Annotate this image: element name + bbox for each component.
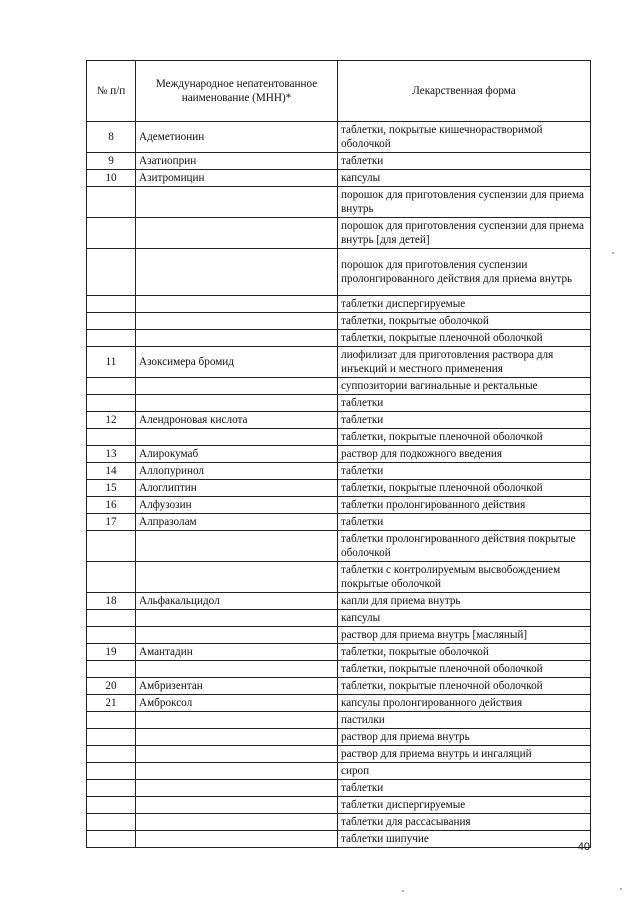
cell-inn-name: Альфакальцидол [136,593,338,610]
cell-number: 19 [87,644,136,661]
table-row [87,497,591,514]
table-row [87,429,591,446]
cell-inn-name [136,330,338,347]
cell-inn-name [136,746,338,763]
table-row [87,153,591,170]
cell-inn-name [136,562,338,593]
cell-dosage-form: порошок для приготовления суспензии пролонгированного действия для приема внутрь [338,249,591,296]
cell-dosage-form: капсулы пролонгированного действия [338,695,591,712]
cell-inn-name [136,187,338,218]
cell-number [87,627,136,644]
cell-number [87,296,136,313]
cell-number [87,831,136,848]
cell-number [87,218,136,249]
cell-number [87,378,136,395]
table-row [87,780,591,797]
cell-inn-name: Азоксимера бромид [136,347,338,378]
cell-dosage-form: таблетки, покрытые оболочкой [338,313,591,330]
cell-inn-name: Адеметионин [136,122,338,153]
cell-dosage-form: таблетки, покрытые пленочной оболочкой [338,480,591,497]
table-body [87,122,591,848]
cell-number [87,313,136,330]
table-row [87,122,591,153]
cell-number: 17 [87,514,136,531]
cell-inn-name [136,395,338,412]
cell-number: 18 [87,593,136,610]
table-row [87,593,591,610]
cell-inn-name [136,763,338,780]
cell-dosage-form: таблетки с контролируемым высвобождением покрытые оболочкой [338,562,591,593]
cell-inn-name: Амбризентан [136,678,338,695]
table-row [87,644,591,661]
cell-dosage-form: раствор для приема внутрь [масляный] [338,627,591,644]
cell-inn-name [136,218,338,249]
cell-inn-name: Азитромицин [136,170,338,187]
header-inn-name: Международное непатентованное наименование (МНН)* [136,61,338,122]
table-row [87,814,591,831]
table-row [87,531,591,562]
cell-dosage-form: таблетки [338,780,591,797]
table-row [87,347,591,378]
cell-inn-name [136,627,338,644]
scan-speck [402,890,404,892]
cell-inn-name: Амантадин [136,644,338,661]
cell-dosage-form: таблетки [338,153,591,170]
cell-number [87,531,136,562]
header-number: № п/п [87,61,136,122]
table-row [87,463,591,480]
cell-number [87,610,136,627]
table-row [87,678,591,695]
table-row [87,746,591,763]
table-row [87,831,591,848]
table-row [87,249,591,296]
table-row [87,480,591,497]
cell-inn-name: Алпразолам [136,514,338,531]
cell-inn-name [136,780,338,797]
table-row [87,378,591,395]
header-dosage-form: Лекарственная форма [338,61,591,122]
table-row [87,695,591,712]
scan-speck [612,252,614,254]
cell-inn-name [136,296,338,313]
table-row [87,514,591,531]
cell-inn-name [136,712,338,729]
cell-dosage-form: пастилки [338,712,591,729]
table-row [87,712,591,729]
cell-number [87,562,136,593]
cell-number: 11 [87,347,136,378]
cell-inn-name [136,249,338,296]
table-row [87,218,591,249]
cell-number: 20 [87,678,136,695]
cell-inn-name [136,429,338,446]
cell-dosage-form: таблетки для рассасывания [338,814,591,831]
cell-number [87,395,136,412]
cell-dosage-form: таблетки пролонгированного действия [338,497,591,514]
cell-dosage-form: таблетки, покрытые пленочной оболочкой [338,661,591,678]
cell-number: 8 [87,122,136,153]
table-row [87,395,591,412]
table-row [87,763,591,780]
cell-number [87,330,136,347]
cell-dosage-form: раствор для подкожного введения [338,446,591,463]
cell-number [87,814,136,831]
cell-dosage-form: таблетки [338,514,591,531]
cell-dosage-form: таблетки, покрытые пленочной оболочкой [338,678,591,695]
cell-dosage-form: раствор для приема внутрь и ингаляций [338,746,591,763]
table-header [87,61,591,122]
cell-inn-name: Азатиоприн [136,153,338,170]
cell-inn-name [136,729,338,746]
cell-number: 21 [87,695,136,712]
table-row [87,797,591,814]
cell-dosage-form: таблетки пролонгированного действия покрытые оболочкой [338,531,591,562]
cell-dosage-form: суппозитории вагинальные и ректальные [338,378,591,395]
table-row [87,729,591,746]
table-row [87,330,591,347]
table-row [87,661,591,678]
cell-inn-name: Алирокумаб [136,446,338,463]
cell-dosage-form: порошок для приготовления суспензии для приема внутрь [338,187,591,218]
table-row [87,296,591,313]
cell-inn-name [136,814,338,831]
cell-inn-name: Амброксол [136,695,338,712]
cell-dosage-form: таблетки, покрытые пленочной оболочкой [338,429,591,446]
table-row [87,412,591,429]
cell-dosage-form: таблетки [338,463,591,480]
cell-dosage-form: таблетки, покрытые пленочной оболочкой [338,330,591,347]
cell-number [87,763,136,780]
cell-number [87,661,136,678]
cell-inn-name [136,661,338,678]
cell-inn-name: Алендроновая кислота [136,412,338,429]
table-row [87,313,591,330]
cell-inn-name [136,531,338,562]
cell-dosage-form: таблетки [338,412,591,429]
cell-inn-name [136,610,338,627]
cell-dosage-form: таблетки, покрытые кишечнорастворимой оболочкой [338,122,591,153]
cell-dosage-form: таблетки диспергируемые [338,296,591,313]
cell-number [87,249,136,296]
cell-dosage-form: капсулы [338,170,591,187]
cell-number [87,797,136,814]
cell-number [87,429,136,446]
cell-inn-name: Аллопуринол [136,463,338,480]
scan-speck [620,888,622,890]
cell-dosage-form: капли для приема внутрь [338,593,591,610]
cell-inn-name: Алфузозин [136,497,338,514]
cell-number [87,746,136,763]
cell-inn-name: Алоглиптин [136,480,338,497]
cell-number [87,712,136,729]
cell-dosage-form: капсулы [338,610,591,627]
drug-table [86,60,591,848]
cell-dosage-form: раствор для приема внутрь [338,729,591,746]
cell-number: 13 [87,446,136,463]
cell-inn-name [136,313,338,330]
cell-dosage-form: таблетки, покрытые оболочкой [338,644,591,661]
table-row [87,446,591,463]
cell-number: 16 [87,497,136,514]
cell-number [87,187,136,218]
table-row [87,627,591,644]
cell-inn-name [136,378,338,395]
page-number: 40 [577,841,590,853]
cell-number: 12 [87,412,136,429]
cell-number: 15 [87,480,136,497]
cell-inn-name [136,797,338,814]
cell-number [87,780,136,797]
table-row [87,170,591,187]
cell-dosage-form: таблетки диспергируемые [338,797,591,814]
cell-number: 14 [87,463,136,480]
cell-number: 10 [87,170,136,187]
table-row [87,562,591,593]
cell-dosage-form: лиофилизат для приготовления раствора для инъекций и местного применения [338,347,591,378]
cell-dosage-form: таблетки шипучие [338,831,591,848]
cell-dosage-form: порошок для приготовления суспензии для приема внутрь [для детей] [338,218,591,249]
table-row [87,187,591,218]
cell-dosage-form: таблетки [338,395,591,412]
cell-number [87,729,136,746]
cell-inn-name [136,831,338,848]
table-row [87,610,591,627]
cell-dosage-form: сироп [338,763,591,780]
cell-number: 9 [87,153,136,170]
